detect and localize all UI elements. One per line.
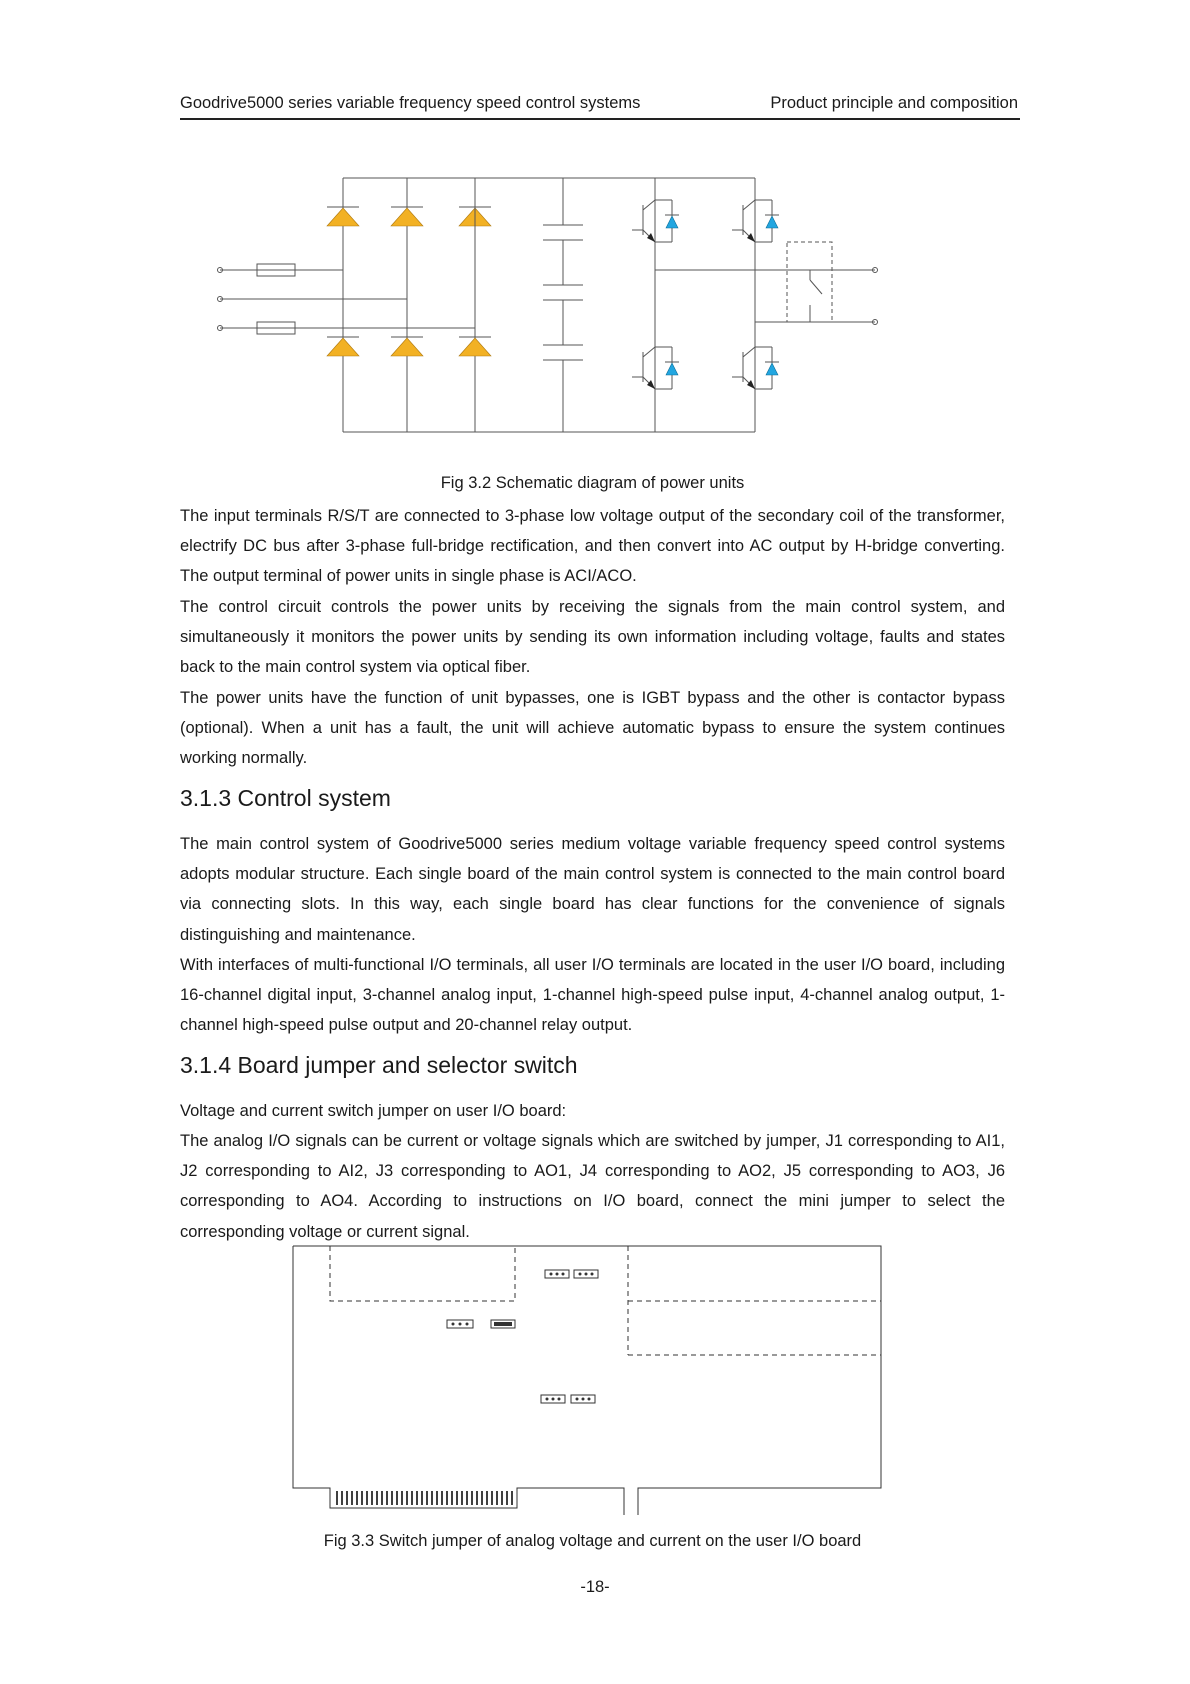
paragraph-unit-bypass: The power units have the function of unit bypasses, one is IGBT bypass and the other is contactor bypass (optional). When a unit has a fault, the unit will achieve automatic bypass to ensure the system continues working normally. bbox=[180, 689, 1005, 768]
fig-3-3-caption: Fig 3.3 Switch jumper of analog voltage and current on the user I/O board bbox=[323, 1532, 862, 1550]
power-unit-schematic bbox=[210, 170, 930, 440]
header-title: Goodrive5000 series variable frequency speed control systems bbox=[180, 94, 641, 112]
paragraph-analog-io: The analog I/O signals can be current or voltage signals which are switched by jumper, J1 corresponding to AI1, J2 corresponding to AI2, J3 corresponding to AO1, J4 corresponding to AO2, J5 corresponding to AO3, J6 corresponding to AO4. According to instructions on I/O board, connect the mini jumper to select the corresponding voltage or current signal. bbox=[180, 1132, 1005, 1241]
io-board-diagram bbox=[292, 1245, 882, 1515]
paragraph-io-terminals: With interfaces of multi-functional I/O terminals, all user I/O terminals are located in the user I/O board, including 16-channel digital input, 3-channel analog input, 1-channel high-speed pulse input, 4-channel analog output, 1-channel high-speed pulse output and 20-channel relay output. bbox=[180, 956, 1005, 1035]
paragraph-input-terminals: The input terminals R/S/T are connected to 3-phase low voltage output of the secondary coil of the transformer, electrify DC bus after 3-phase full-bridge rectification, and then convert into AC output by H-bridge converting. The output terminal of power units in single phase is ACI/ACO. bbox=[180, 507, 1005, 586]
paragraph-jumper-intro: Voltage and current switch jumper on user I/O board: bbox=[180, 1102, 567, 1120]
header-section: Product principle and composition bbox=[770, 94, 1018, 112]
heading-control-system: 3.1.3 Control system bbox=[180, 785, 391, 811]
paragraph-main-control: The main control system of Goodrive5000 series medium voltage variable frequency speed control systems adopts modular structure. Each single board of the main control system is connected to the main control board via connecting slots. In this way, each single board has clear functions for the convenience of signals distinguishing and maintenance. bbox=[180, 835, 1005, 944]
fig-3-2-caption: Fig 3.2 Schematic diagram of power units bbox=[440, 474, 745, 492]
heading-board-jumper: 3.1.4 Board jumper and selector switch bbox=[180, 1052, 578, 1078]
page-number: -18- bbox=[580, 1578, 610, 1596]
paragraph-control-circuit: The control circuit controls the power units by receiving the signals from the main control system, and simultaneously it monitors the power units by sending its own information including voltage, faults and states back to the main control system via optical fiber. bbox=[180, 598, 1005, 677]
page-header bbox=[180, 92, 1020, 120]
